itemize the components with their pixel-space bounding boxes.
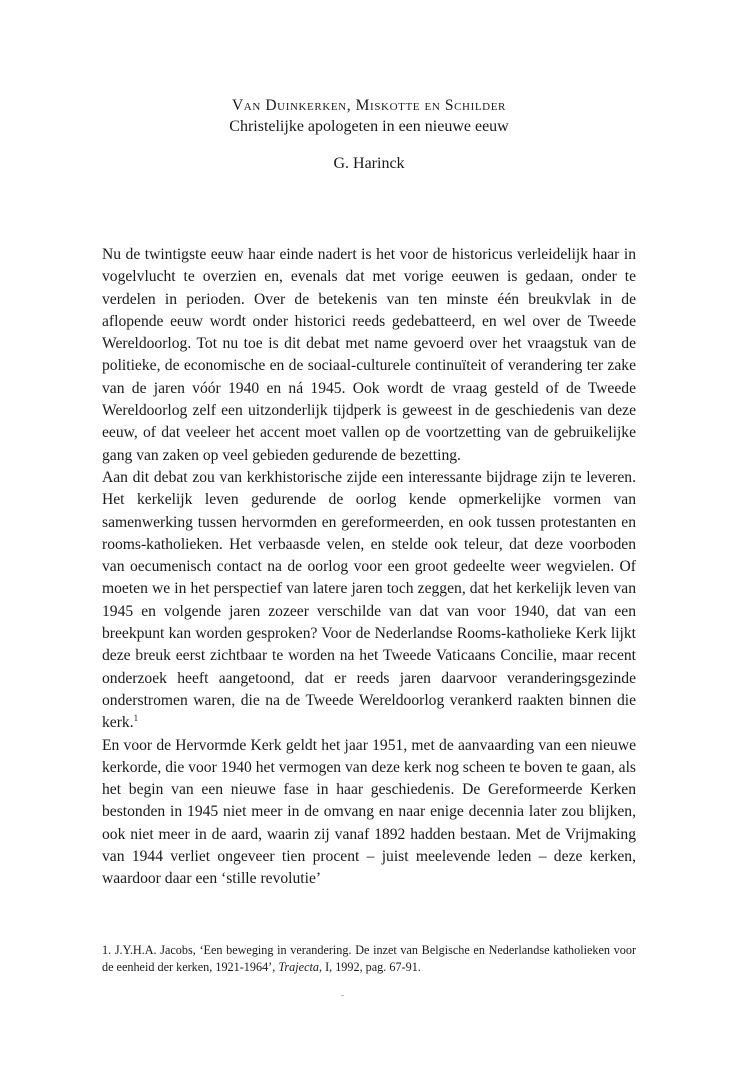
footnote-journal: Trajecta bbox=[278, 960, 319, 974]
article-body bbox=[102, 244, 636, 891]
footnote-number: 1. bbox=[102, 943, 112, 957]
paragraph-2-text: Aan dit debat zou van kerkhistorische zijde een interessante bijdrage zijn te leveren. Het kerkelijk leven gedurende de oorlog kende opmerkelijke vormen van samenwerking tussen hervormden en gereformeerden, en ook tussen protestanten en rooms-katholieken. Het verbaasde velen, en stelde ook teleur, dat deze voorboden van oecumenisch contact na de oorlog voor een groot gedeelte weer wegvielen. Of moeten we in het perspectief van latere jaren toch zeggen, dat het kerkelijk leven van 1945 en volgende jaren zozeer verschilde van dat van voor 1940, dat van een breekpunt kan worden gesproken? Voor de Nederlandse Rooms-katholieke Kerk lijkt deze breuk eerst zichtbaar te worden na het Tweede Vaticaans Concilie, maar recent onderzoek heeft aangetoond, dat er reeds jaren daarvoor veranderingsgezinde onderstromen waren, die na de Tweede Wereldoorlog verankerd raakten binnen die kerk. bbox=[102, 468, 636, 732]
page-mark bbox=[341, 995, 344, 996]
article-subtitle: Christelijke apologeten in een nieuwe eeuw bbox=[229, 118, 509, 135]
article-header bbox=[0, 96, 738, 174]
footnote-text-before: J.Y.H.A. Jacobs, ‘Een beweging in verandering. De inzet van Belgische en Nederlandse katholieken voor de eenheid der kerken, 1921-1964’, bbox=[102, 943, 637, 974]
paragraph-2 bbox=[102, 467, 636, 735]
article-author: G. Harinck bbox=[333, 155, 405, 172]
footnote-text-after: , I, 1992, pag. 67-91. bbox=[318, 960, 421, 974]
article-title: Van Duinkerken, Miskotte en Schilder bbox=[232, 97, 506, 114]
footnotes-section bbox=[102, 942, 636, 976]
paragraph-1: Nu de twintigste eeuw haar einde nadert is het voor de historicus verleidelijk haar in vogelvlucht te overzien en, evenals dat met vorige eeuwen is gedaan, onder te verdelen in perioden. Over de betekenis van ten minste één breukvlak in de aflopende eeuw wordt onder historici reeds gedebatteerd, en wel over de Tweede Wereldoorlog. Tot nu toe is dit debat met name gevoerd over het vraagstuk van de politieke, de economische en de sociaal-culturele continuïteit of verandering ter zake van de jaren vóór 1940 en ná 1945. Ook wordt de vraag gesteld of de Tweede Wereldoorlog zelf een uitzonderlijk tijdperk is geweest in de geschiedenis van deze eeuw, of dat veeleer het accent moet vallen op de voortzetting van de gebruikelijke gang van zaken op veel gebieden gedurende de bezetting. bbox=[102, 246, 636, 464]
paragraph-3: En voor de Hervormde Kerk geldt het jaar 1951, met de aanvaarding van een nieuwe kerkorde, die voor 1940 het vermogen van deze kerk nog scheen te boven te gaan, als het begin van een nieuwe fase in haar geschiedenis. De Gereformeerde Kerken bestonden in 1945 niet meer in de omvang en naar enige decennia later zou blijken, ook niet meer in de aard, waarin zij vanaf 1892 hadden bestaan. Met de Vrijmaking van 1944 verliet ongeveer tien procent – juist meelevende leden – deze kerken, waardoor daar een ‘stille revolutie’ bbox=[102, 736, 636, 888]
footnote-1 bbox=[102, 942, 636, 976]
footnote-reference: 1 bbox=[133, 713, 139, 724]
